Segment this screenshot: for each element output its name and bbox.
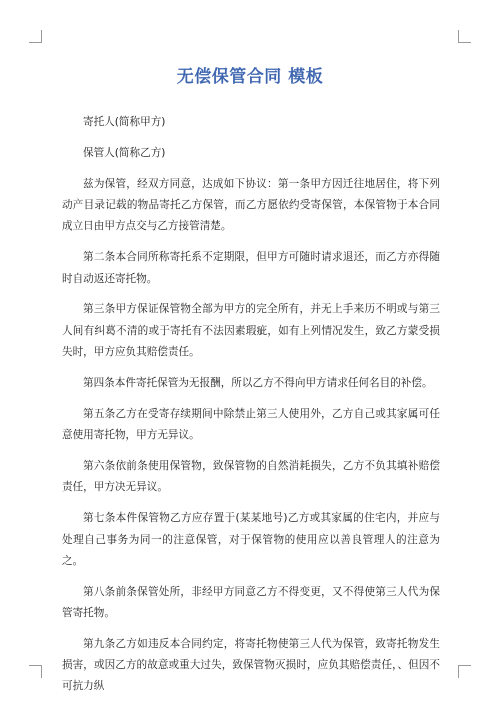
paragraph-article-3: 第三条甲方保证保管物全部为甲方的完全所有，并无上手来历不明或与第三人间有纠葛不清的或于寄托有不法因素瑕疵，如有上列情况发生，致乙方蒙受损失时，甲方应负其赔偿责任。 (62, 303, 440, 359)
paragraph-preamble: 兹为保管，经双方同意，达成如下协议：第一条甲方因迁往地居住，将下列动产目录记载的物品寄托乙方保管，而乙方愿依约受寄保管，本保管物于本合同成立日由甲方点交与乙方接管清楚。 (62, 177, 440, 233)
document-title: 无偿保管合同 模板 (176, 67, 324, 87)
paragraph-article-8: 第八条前条保管处所，非经甲方同意乙方不得变更，又不得使第三人代为保管寄托物。 (62, 585, 440, 619)
crop-mark-bottom-left (29, 665, 42, 678)
depositor-line: 寄托人(简称甲方) (83, 116, 166, 128)
paragraph-article-7: 第七条本件保管物乙方应存置于(某某地号)乙方或其家属的住宅内，并应与处理自己事务为同一的注意保管，对于保管物的使用应以善良管理人的注意为之。 (62, 512, 440, 567)
custodian-line: 保管人(简称乙方) (83, 146, 166, 159)
crop-mark-top-left (29, 30, 42, 43)
crop-mark-top-right (458, 30, 471, 43)
crop-mark-bottom-right (458, 665, 471, 678)
paragraph-article-5: 第五条乙方在受寄存续期间中除禁止第三人使用外，乙方自己或其家属可任意使用寄托物，甲方无异议。 (62, 407, 440, 442)
paragraph-article-6: 第六条依前条使用保管物，致保管物的自然消耗损失，乙方不负其填补赔偿责任，甲方决无异议。 (62, 460, 440, 494)
paragraph-article-2: 第二条本合同所称寄托系不定期限，但甲方可随时请求退还，而乙方亦得随时自动返还寄托物。 (62, 251, 440, 285)
paragraph-article-9: 第九条乙方如违反本合同约定，将寄托物使第三人代为保管，致寄托物发生损害，或因乙方的故意或重大过失，致保管物灭损时，应负其赔偿责任，、但因不可抗力纵 (62, 637, 440, 693)
paragraph-article-4: 第四条本件寄托保管为无报酬，所以乙方不得向甲方请求任何名目的补偿。 (83, 376, 433, 389)
document-body (62, 112, 440, 707)
